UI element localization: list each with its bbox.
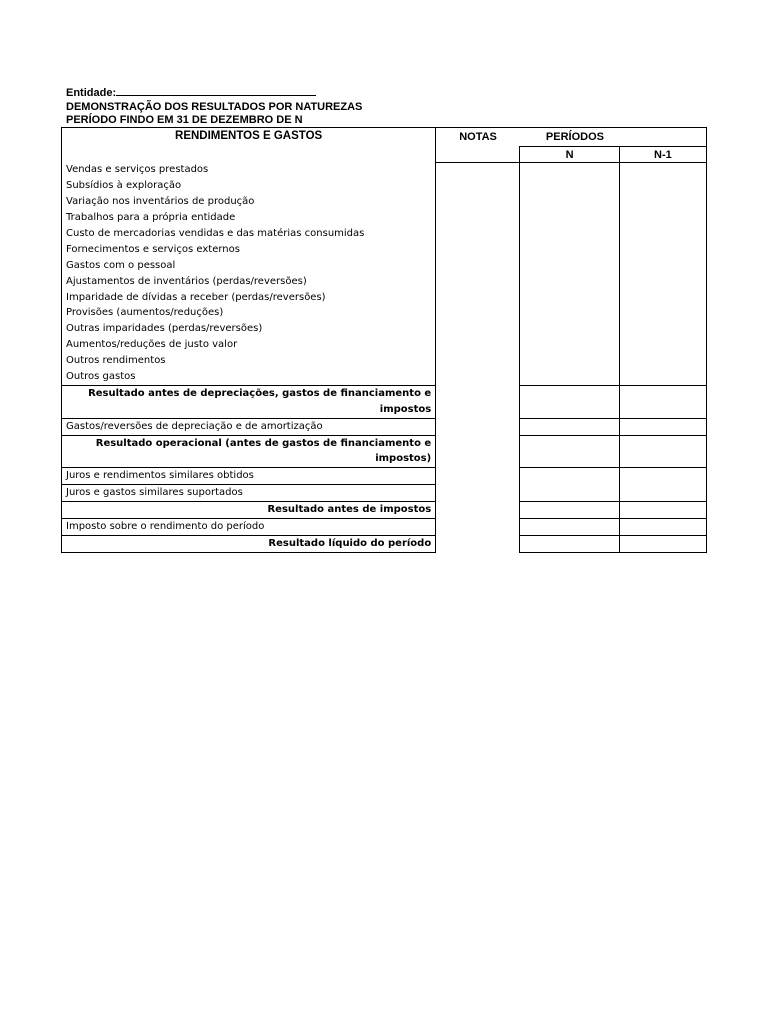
row-label: Fornecimentos e serviços externos [62,242,436,258]
document-title: DEMONSTRAÇÃO DOS RESULTADOS POR NATUREZAS [66,100,363,113]
row-label: Ajustamentos de inventários (perdas/reversões) [62,274,436,290]
row-label-subtotal: Resultado operacional (antes de gastos de financiamento e [62,435,436,451]
row-label: Subsídios à exploração [62,178,436,194]
header-rendimentos-gastos: RENDIMENTOS E GASTOS [62,128,436,163]
document-period: PERÍODO FINDO EM 31 DE DEZEMBRO DE N [66,114,303,126]
n-cell [520,418,619,435]
table-row [62,502,707,519]
header-notas-empty [436,147,520,163]
row-label: Custo de mercadorias vendidas e das matérias consumidas [62,226,436,242]
table-row [62,535,707,552]
n1-cell [619,468,706,502]
row-label: Aumentos/reduções de justo valor [62,337,436,353]
row-label: Outros rendimentos [62,353,436,369]
header-notas: NOTAS [436,128,520,147]
row-label: Juros e gastos similares suportados [62,485,436,502]
row-label-subtotal: impostos) [62,452,436,468]
table-header-row [62,128,707,147]
row-label: Juros e rendimentos similares obtidos [62,468,436,485]
n-cell [520,502,619,519]
row-label: Provisões (aumentos/reduções) [62,306,436,322]
row-label-subtotal: Resultado antes de depreciações, gastos de financiamento e [62,385,436,401]
entity-blank [116,85,316,96]
entity-label: Entidade: [66,87,117,99]
row-label-subtotal: Resultado antes de impostos [62,502,436,519]
notas-cell [436,163,520,553]
entity-line [66,85,362,101]
row-label: Gastos/reversões de depreciação e de amortização [62,418,436,435]
row-label: Variação nos inventários de produção [62,194,436,210]
row-label: Trabalhos para a própria entidade [62,210,436,226]
n1-cell [619,535,706,552]
table-row [62,468,707,485]
n-cell [520,519,619,536]
table-row [62,418,707,435]
row-label-subtotal: impostos [62,402,436,418]
n-cell [520,385,619,418]
row-label: Imposto sobre o rendimento do período [62,519,436,536]
row-label: Outras imparidades (perdas/reversões) [62,321,436,337]
header-periodos-empty [619,128,706,147]
header-periodos: PERÍODOS [520,128,619,147]
document-header [66,85,362,128]
table-row [62,435,707,451]
table-row [62,519,707,536]
n1-cell [619,385,706,418]
row-label: Imparidade de dívidas a receber (perdas/reversões) [62,290,436,306]
header-n1: N-1 [619,147,706,163]
n-cell [520,163,619,386]
header-n: N [520,147,619,163]
row-label: Gastos com o pessoal [62,258,436,274]
income-statement-table [61,127,707,553]
n-cell [520,535,619,552]
row-label: Vendas e serviços prestados [62,163,436,179]
n1-cell [619,435,706,468]
n1-cell [619,418,706,435]
table-row [62,163,707,179]
n1-cell [619,519,706,536]
row-label: Outros gastos [62,369,436,385]
table-row [62,385,707,401]
n1-cell [619,163,706,386]
n-cell [520,435,619,468]
n-cell [520,468,619,502]
row-label-total: Resultado líquido do período [62,535,436,552]
n1-cell [619,502,706,519]
